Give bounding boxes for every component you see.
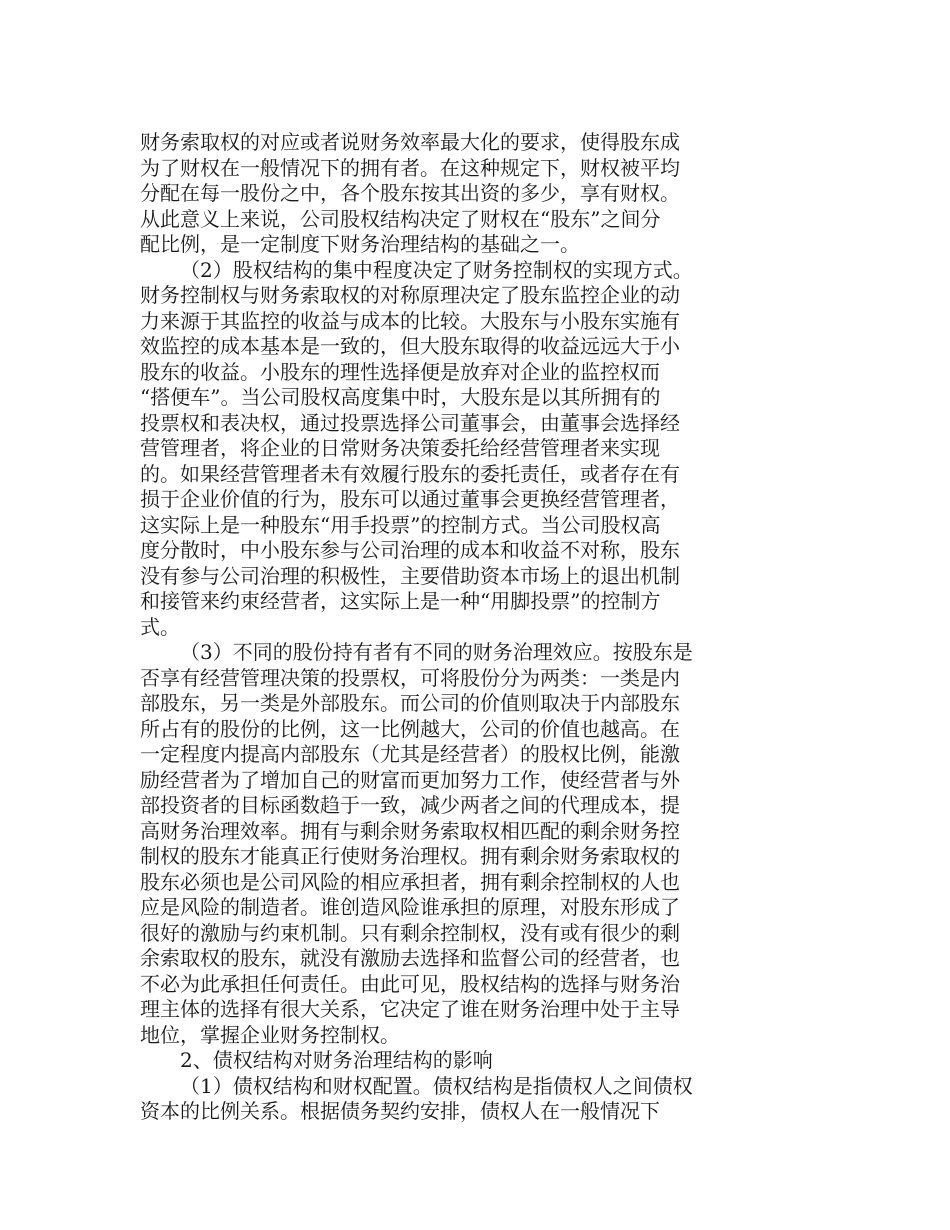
text-line: 资本的比例关系。根据债务契约安排，债权人在一般情况下 — [140, 1099, 660, 1123]
text-line: 部股东，另一类是外部股东。而公司的价值则取决于内部股东 — [140, 691, 680, 715]
text-line: 股东必须也是公司风险的相应承担者，拥有剩余控制权的人也 — [140, 869, 680, 894]
text-line: 不必为此承担任何责任。由此可见，股权结构的选择与财务治 — [140, 971, 680, 996]
text-line: 力来源于其监控的收益与成本的比较。大股东与小股东实施有 — [140, 308, 680, 333]
text-line: 2、债权结构对财务治理结构的影响 — [180, 1048, 493, 1072]
text-line: 投票权和表决权，通过投票选择公司董事会，由董事会选择经 — [140, 410, 680, 435]
text-line: 一定程度内提高内部股东（尤其是经营者）的股权比例，能激 — [140, 742, 680, 766]
text-line: 部投资者的目标函数趋于一致，减少两者之间的代理成本，提 — [140, 793, 680, 817]
text-line: 否享有经营管理决策的投票权，可将股份分为两类：一类是内 — [140, 665, 680, 690]
text-line: 理主体的选择有很大关系，它决定了谁在财务治理中处于主导 — [140, 997, 680, 1021]
text-line: 制权的股东才能真正行使财务治理权。拥有剩余财务索取权的 — [140, 844, 680, 868]
body-text — [140, 130, 750, 1125]
text-line: 很好的激励与约束机制。只有剩余控制权，没有或有很少的剩 — [140, 920, 680, 945]
text-line: 这实际上是一种股东“用手投票”的控制方式。当公司股权高 — [140, 512, 661, 537]
text-line: 财务控制权与财务索取权的对称原理决定了股东监控企业的动 — [140, 283, 680, 307]
text-line: 励经营者为了增加自己的财富而更加努力工作，使经营者与外 — [140, 767, 680, 792]
text-line: 营管理者，将企业的日常财务决策委托给经营管理者来实现 — [140, 436, 660, 460]
text-line: “搭便车”。当公司股权高度集中时，大股东是以其所拥有的 — [140, 385, 661, 409]
text-line: 配比例，是一定制度下财务治理结构的基础之一。 — [140, 232, 580, 256]
text-line: 应是风险的制造者。谁创造风险谁承担的原理，对股东形成了 — [140, 895, 680, 919]
text-line: 分配在每一股份之中，各个股东按其出资的多少，享有财权。 — [140, 181, 680, 205]
text-line: 高财务治理效率。拥有与剩余财务索取权相匹配的剩余财务控 — [140, 818, 680, 843]
text-line: （3）不同的股份持有者有不同的财务治理效应。按股东是 — [180, 640, 693, 664]
text-line: （2）股权结构的集中程度决定了财务控制权的实现方式。 — [180, 257, 693, 282]
text-line: 股东的收益。小股东的理性选择便是放弃对企业的监控权而 — [140, 359, 660, 384]
text-line: 式。 — [140, 614, 180, 639]
text-line: 效监控的成本基本是一致的，但大股东取得的收益远远大于小 — [140, 334, 680, 358]
text-line: 没有参与公司治理的积极性，主要借助资本市场上的退出机制 — [140, 563, 680, 588]
text-line: 财务索取权的对应或者说财务效率最大化的要求，使得股东成 — [140, 130, 680, 154]
text-line: 所占有的股份的比例，这一比例越大，公司的价值也越高。在 — [140, 716, 680, 741]
text-line: 地位，掌握企业财务控制权。 — [140, 1022, 400, 1047]
text-line: 和接管来约束经营者，这实际上是一种“用脚投票”的控制方 — [140, 589, 661, 613]
text-line: 的。如果经营管理者未有效履行股东的委托责任，或者存在有 — [140, 461, 680, 486]
text-line: 为了财权在一般情况下的拥有者。在这种规定下，财权被平均 — [140, 155, 680, 180]
text-line: 余索取权的股东，就没有激励去选择和监督公司的经营者，也 — [140, 946, 680, 970]
text-line: 从此意义上来说，公司股权结构决定了财权在“股东”之间分 — [140, 206, 661, 231]
text-line: 损于企业价值的行为，股东可以通过董事会更换经营管理者， — [140, 487, 680, 511]
text-line: 度分散时，中小股东参与公司治理的成本和收益不对称，股东 — [140, 538, 680, 562]
text-line: （1）债权结构和财权配置。债权结构是指债权人之间债权 — [180, 1073, 693, 1098]
